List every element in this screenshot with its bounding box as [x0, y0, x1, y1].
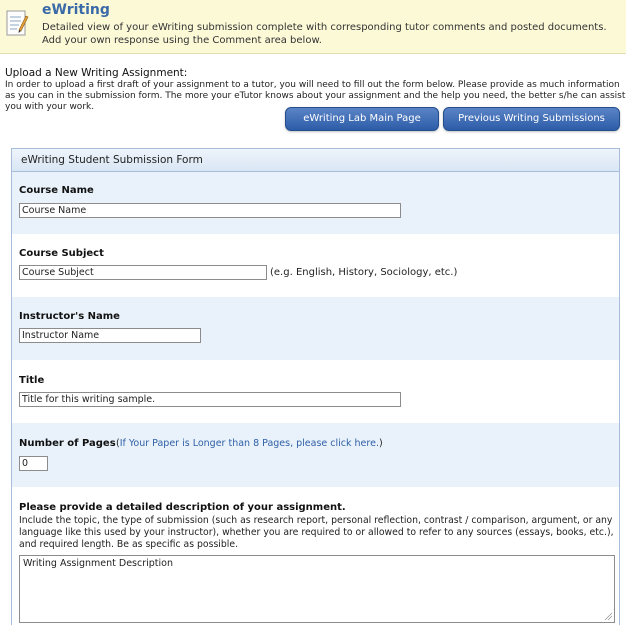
course-subject-input[interactable]: Course Subject: [19, 265, 267, 280]
pages-link-paren-close: ): [378, 438, 383, 449]
pages-label: Number of Pages: [19, 438, 116, 449]
banner-title: eWriting: [42, 2, 110, 18]
upload-heading: Upload a New Writing Assignment:: [5, 67, 188, 79]
course-name-label: Course Name: [19, 185, 94, 196]
lab-main-page-button[interactable]: eWriting Lab Main Page: [285, 107, 439, 131]
course-name-input[interactable]: Course Name: [19, 203, 401, 218]
instructor-input[interactable]: Instructor Name: [19, 328, 201, 343]
pages-input[interactable]: 0: [19, 456, 48, 471]
course-name-row: [12, 172, 619, 234]
previous-submissions-button[interactable]: Previous Writing Submissions: [443, 107, 620, 131]
title-row: [12, 360, 619, 423]
pages-link-wrapper: [116, 438, 383, 449]
course-subject-label: Course Subject: [19, 248, 104, 259]
form-header: [12, 149, 619, 172]
pages-link-paren-open: (: [116, 438, 120, 449]
banner-description: Detailed view of your eWriting submission complete with corresponding tutor comments and posted documents. Add your own response using the Comment area below.: [42, 22, 607, 46]
long-paper-link[interactable]: If Your Paper is Longer than 8 Pages, please click here.: [119, 438, 379, 449]
info-banner: [0, 0, 626, 54]
title-input[interactable]: Title for this writing sample.: [19, 392, 401, 407]
description-label: Please provide a detailed description of your assignment.: [19, 502, 346, 513]
title-label: Title: [19, 375, 45, 386]
document-pencil-icon: [6, 8, 28, 38]
form-title: eWriting Student Submission Form: [21, 154, 203, 166]
description-row: [12, 487, 619, 625]
instructor-row: [12, 297, 619, 360]
course-subject-hint: (e.g. English, History, Sociology, etc.): [270, 267, 458, 278]
upload-instructions: In order to upload a first draft of your assignment to a tutor, you will need to fill out the form below. Please provide as much information as you can in the submission form. The more your eTutor knows about your assignment and the help you need, the better s/he can assist you with your work.: [5, 80, 626, 112]
pages-row: [12, 423, 619, 487]
submission-form: [11, 148, 620, 625]
description-text: Writing Assignment Description: [23, 558, 174, 569]
description-help: Include the topic, the type of submission (such as research report, personal reflection, contrast / comparison, argument, or any language like this used by your instructor), whether you are required to or allowed to refer to any sources (essays, books, etc.), and required length. Be as specific as possible.: [19, 515, 614, 550]
course-subject-row: [12, 234, 619, 297]
instructor-label: Instructor's Name: [19, 311, 120, 322]
description-textarea[interactable]: [19, 555, 615, 623]
resize-handle-icon[interactable]: [604, 612, 612, 620]
